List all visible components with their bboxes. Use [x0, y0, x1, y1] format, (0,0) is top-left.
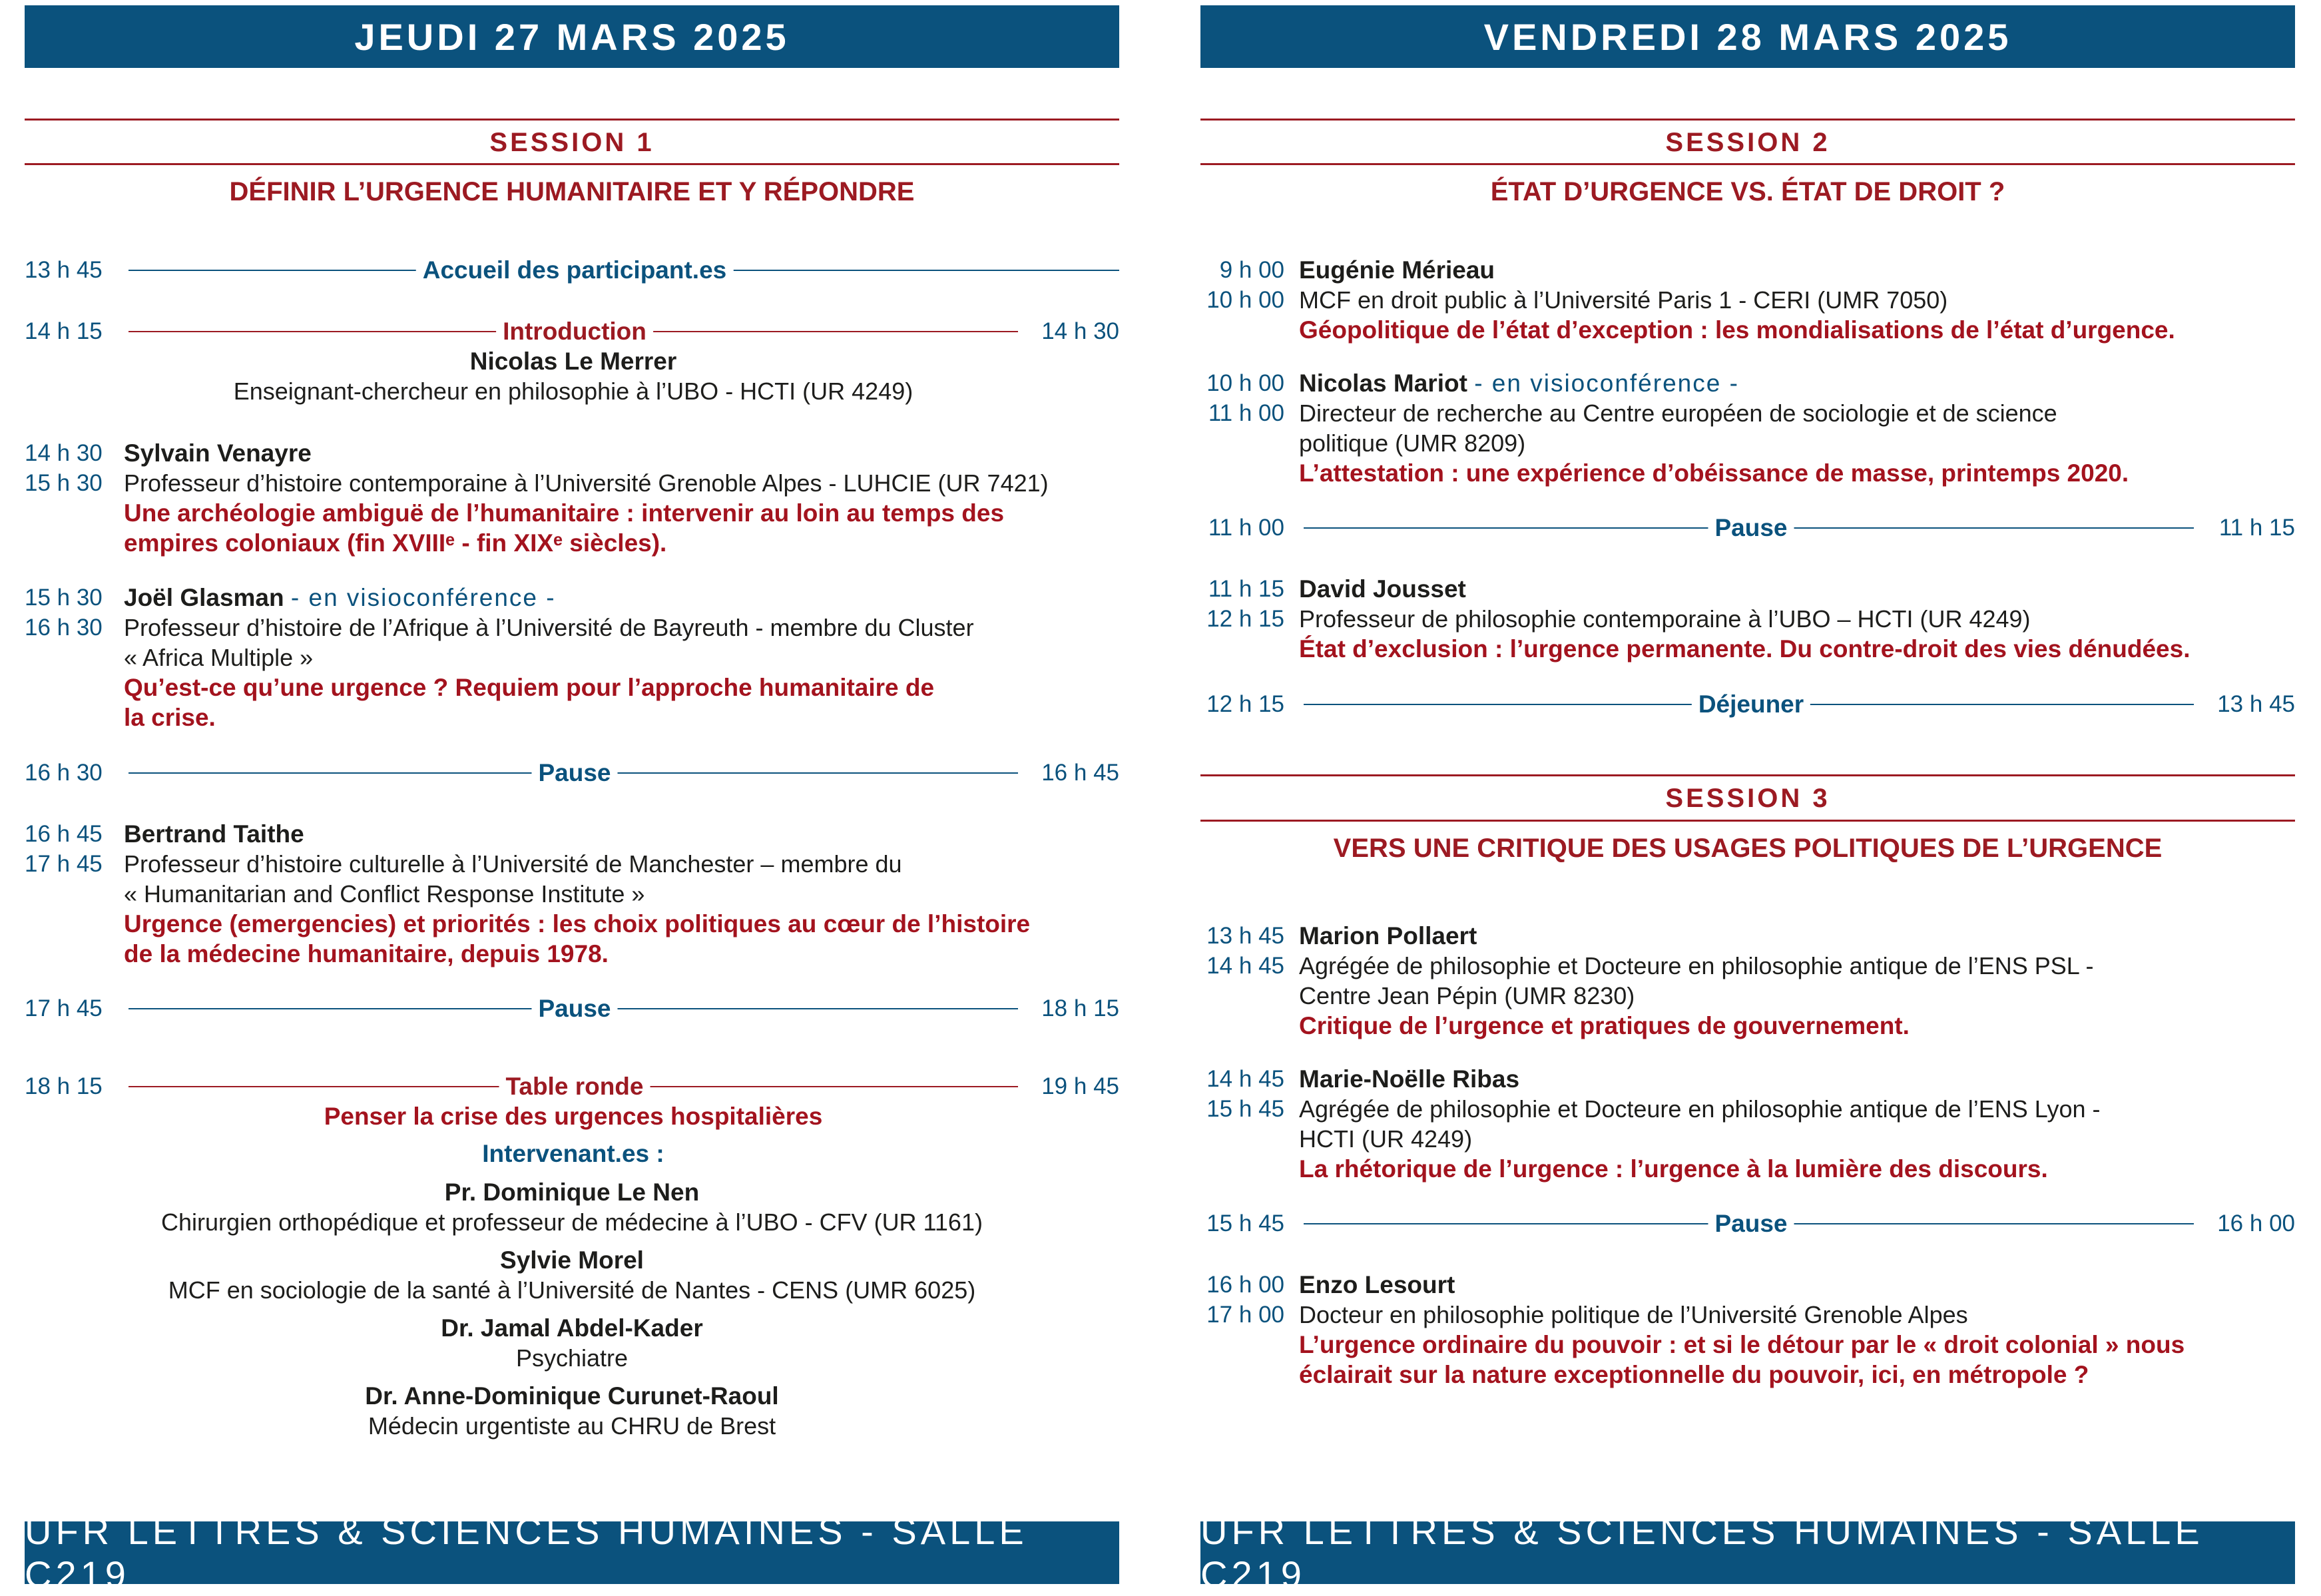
speaker-name: Marion Pollaert [1299, 922, 1477, 949]
panelist-desc: Médecin urgentiste au CHRU de Brest [368, 1412, 776, 1440]
talk-end-time: 10 h 00 [1206, 287, 1284, 313]
speaker-affiliation: « Humanitarian and Conflict Response Institute » [124, 880, 645, 908]
speaker-name: David Jousset [1299, 575, 1466, 603]
pause-label: Pause [1708, 513, 1794, 543]
divider [1200, 820, 2295, 822]
talk-title: La rhétorique de l’urgence : l’urgence à la lumière des discours. [1299, 1155, 2048, 1183]
talk-end-time: 16 h 30 [25, 615, 103, 641]
day2-footer-venue: UFR LETTRES & SCIENCES HUMAINES - SALLE C219 [1200, 1521, 2295, 1584]
talk-title: État d’exclusion : l’urgence permanente. Du contre-droit des vies dénudées. [1299, 635, 2191, 663]
talk-end-time: 15 h 45 [1206, 1096, 1284, 1122]
speaker-affiliation: Agrégée de philosophie et Docteure en philosophie antique de l’ENS PSL - [1299, 952, 2094, 979]
pause-label: Pause [531, 758, 617, 788]
visio-note: - en visioconférence - [290, 584, 556, 611]
speaker-affiliation: « Africa Multiple » [124, 644, 314, 671]
divider [1200, 163, 2295, 165]
talk-title: Critique de l’urgence et pratiques de gouvernement. [1299, 1012, 1910, 1039]
speaker-affiliation: Professeur d’histoire culturelle à l’Université de Manchester – membre du [124, 850, 902, 878]
intro-end-time: 14 h 30 [1041, 318, 1119, 344]
round-table-label: Table ronde [499, 1071, 650, 1101]
pause-end-time: 16 h 00 [2217, 1210, 2295, 1236]
talk-start-time: 16 h 45 [25, 821, 103, 847]
talk-start-time: 15 h 30 [25, 585, 103, 611]
talk-start-time: 13 h 45 [1206, 923, 1284, 949]
visio-note: - en visioconférence - [1474, 370, 1739, 397]
speaker-affiliation: HCTI (UR 4249) [1299, 1125, 1473, 1153]
speaker-affiliation: Agrégée de philosophie et Docteure en philosophie antique de l’ENS Lyon - [1299, 1095, 2101, 1123]
intro-speaker-desc: Enseignant-chercheur en philosophie à l’UBO - HCTI (UR 4249) [233, 378, 913, 405]
speaker-name: Marie-Noëlle Ribas [1299, 1065, 1520, 1093]
talk-title: Une archéologie ambiguë de l’humanitaire : intervenir au loin au temps des [124, 499, 1005, 527]
round-table-end-time: 19 h 45 [1041, 1073, 1119, 1099]
talk-end-time: 12 h 15 [1206, 606, 1284, 632]
session-1-title: DÉFINIR L’URGENCE HUMANITAIRE ET Y RÉPONDRE [229, 177, 915, 206]
session-3-title: VERS UNE CRITIQUE DES USAGES POLITIQUES DE L’URGENCE [1333, 834, 2163, 863]
pause-label: Pause [531, 993, 617, 1023]
lunch-end-time: 13 h 45 [2217, 691, 2295, 717]
welcome-time: 13 h 45 [25, 257, 103, 283]
pause-start-time: 16 h 30 [25, 760, 103, 786]
talk-start-time: 16 h 00 [1206, 1272, 1284, 1298]
talk-end-time: 11 h 00 [1208, 400, 1284, 426]
talk-title: la crise. [124, 704, 216, 731]
speaker-name: Sylvain Venayre [124, 439, 312, 467]
talk-title: L’urgence ordinaire du pouvoir : et si le détour par le « droit colonial » nous [1299, 1331, 2185, 1358]
pause-end-time: 11 h 15 [2218, 515, 2295, 541]
talk-title: Qu’est-ce qu’une urgence ? Requiem pour l’approche humanitaire de [124, 674, 935, 701]
panelist-name: Dr. Jamal Abdel-Kader [441, 1314, 703, 1342]
panelist-desc: Psychiatre [515, 1344, 629, 1372]
intro-speaker-name: Nicolas Le Merrer [469, 348, 677, 375]
speakers-label: Intervenant.es : [482, 1140, 664, 1167]
divider [1200, 119, 2295, 121]
speaker-affiliation: Professeur de philosophie contemporaine à l’UBO – HCTI (UR 4249) [1299, 605, 2031, 633]
speaker-affiliation: Professeur d’histoire de l’Afrique à l’Université de Bayreuth - membre du Cluster [124, 614, 974, 641]
speaker-name: Nicolas Mariot - en visioconférence - [1299, 370, 1739, 397]
talk-end-time: 15 h 30 [25, 470, 103, 496]
pause-start-time: 11 h 00 [1208, 515, 1284, 541]
talk-start-time: 14 h 30 [25, 440, 103, 466]
speaker-affiliation: Directeur de recherche au Centre européen de sociologie et de science [1299, 399, 2057, 427]
round-table-title: Penser la crise des urgences hospitalières [324, 1103, 823, 1130]
pause-end-time: 18 h 15 [1041, 995, 1119, 1021]
session-2-title: ÉTAT D’URGENCE VS. ÉTAT DE DROIT ? [1490, 177, 2005, 206]
pause-end-time: 16 h 45 [1041, 760, 1119, 786]
talk-start-time: 10 h 00 [1206, 370, 1284, 396]
round-table-start-time: 18 h 15 [25, 1073, 103, 1099]
talk-title: Géopolitique de l’état d’exception : les mondialisations de l’état d’urgence. [1299, 316, 2175, 344]
panelist-desc: MCF en sociologie de la santé à l’Université de Nantes - CENS (UMR 6025) [168, 1276, 976, 1304]
speaker-name: Joël Glasman - en visioconférence - [124, 584, 556, 611]
pause-start-time: 15 h 45 [1206, 1210, 1284, 1236]
talk-title: de la médecine humanitaire, depuis 1978. [124, 940, 609, 967]
divider [25, 163, 1119, 165]
day1-footer-venue: UFR LETTRES & SCIENCES HUMAINES - SALLE C219 [25, 1521, 1119, 1584]
speaker-name: Enzo Lesourt [1299, 1271, 1455, 1298]
session-3-label: SESSION 3 [1665, 784, 1830, 813]
pause-label: Pause [1708, 1208, 1794, 1238]
talk-end-time: 14 h 45 [1206, 953, 1284, 979]
talk-start-time: 11 h 15 [1208, 576, 1284, 602]
talk-title: empires coloniaux (fin XVIIIᵉ - fin XIXᵉ siècles). [124, 529, 667, 557]
speaker-affiliation: politique (UMR 8209) [1299, 429, 1526, 457]
intro-start-time: 14 h 15 [25, 318, 103, 344]
speaker-affiliation: Centre Jean Pépin (UMR 8230) [1299, 982, 1635, 1009]
divider [25, 119, 1119, 121]
panelist-desc: Chirurgien orthopédique et professeur de médecine à l’UBO - CFV (UR 1161) [161, 1208, 983, 1236]
divider [1200, 774, 2295, 776]
speaker-affiliation: MCF en droit public à l’Université Paris 1 - CERI (UMR 7050) [1299, 286, 1948, 314]
pause-start-time: 17 h 45 [25, 995, 103, 1021]
panelist-name: Dr. Anne-Dominique Curunet-Raoul [365, 1382, 779, 1410]
talk-start-time: 9 h 00 [1219, 257, 1284, 283]
panelist-name: Sylvie Morel [500, 1246, 644, 1274]
talk-title: Urgence (emergencies) et priorités : les choix politiques au cœur de l’histoire [124, 910, 1031, 937]
session-1-label: SESSION 1 [489, 128, 654, 157]
talk-start-time: 14 h 45 [1206, 1066, 1284, 1092]
talk-end-time: 17 h 00 [1206, 1302, 1284, 1328]
talk-title: éclairait sur la nature exceptionnelle du pouvoir, ici, en métropole ? [1299, 1361, 2089, 1388]
lunch-label: Déjeuner [1692, 689, 1810, 719]
intro-label: Introduction [496, 316, 653, 346]
panelist-name: Pr. Dominique Le Nen [444, 1179, 700, 1206]
welcome-label: Accueil des participant.es [416, 255, 734, 285]
day1-banner: JEUDI 27 MARS 2025 [25, 5, 1119, 68]
lunch-start-time: 12 h 15 [1206, 691, 1284, 717]
speaker-name: Eugénie Mérieau [1299, 256, 1495, 284]
session-2-label: SESSION 2 [1665, 128, 1830, 157]
day2-banner: VENDREDI 28 MARS 2025 [1200, 5, 2295, 68]
talk-title: L’attestation : une expérience d’obéissance de masse, printemps 2020. [1299, 459, 2129, 487]
speaker-affiliation: Docteur en philosophie politique de l’Université Grenoble Alpes [1299, 1301, 1968, 1328]
speaker-affiliation: Professeur d’histoire contemporaine à l’Université Grenoble Alpes - LUHCIE (UR 7421) [124, 469, 1049, 497]
speaker-name: Bertrand Taithe [124, 820, 304, 848]
talk-end-time: 17 h 45 [25, 851, 103, 877]
